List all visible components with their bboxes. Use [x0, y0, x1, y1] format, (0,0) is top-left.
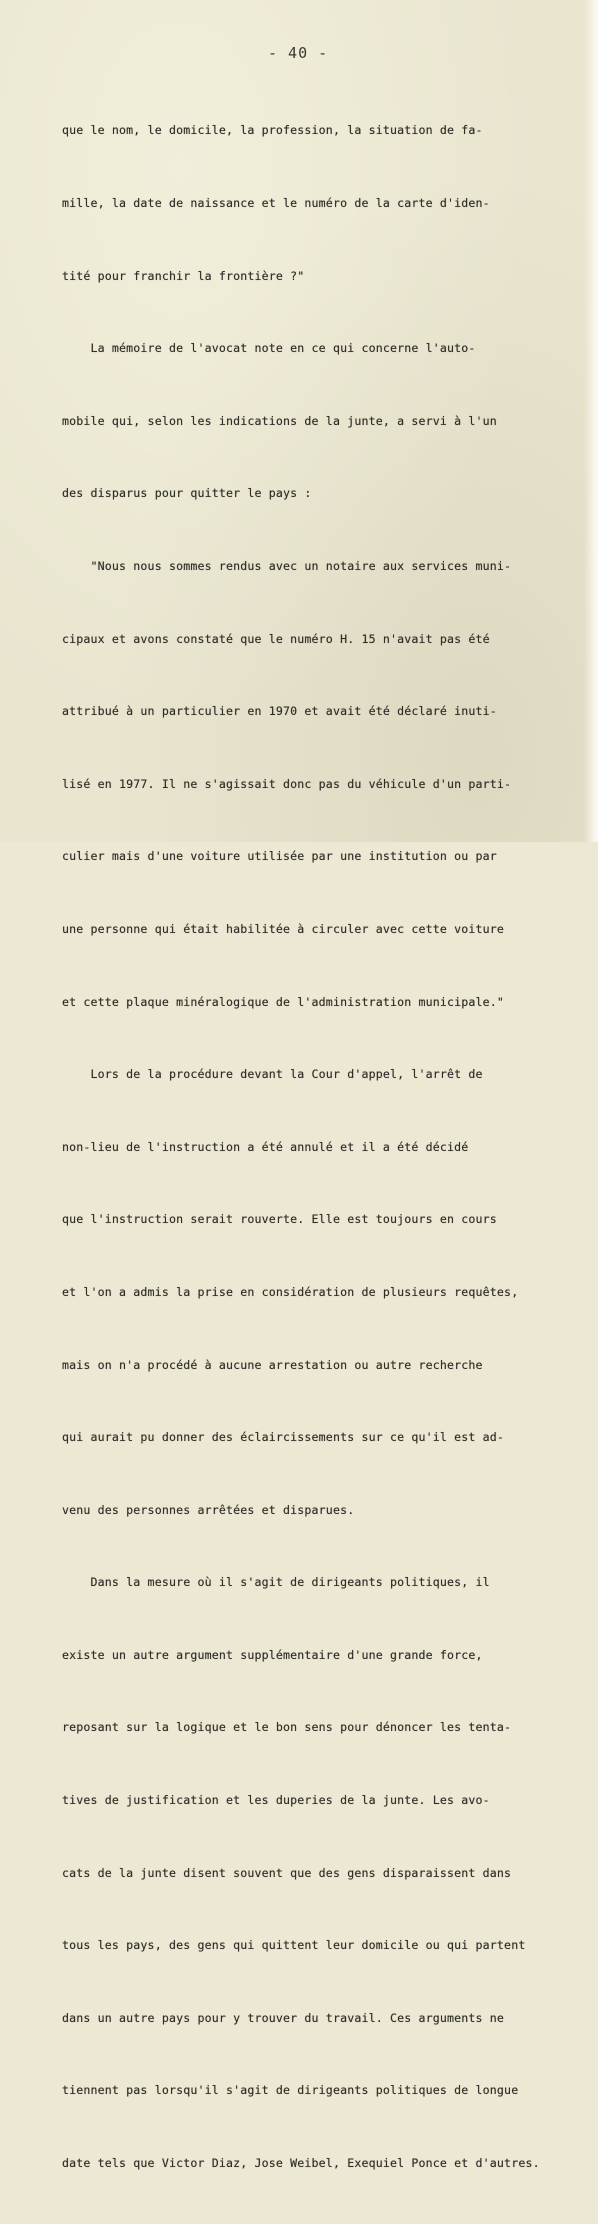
text-line: que le nom, le domicile, la profession, la situation de fa-	[62, 123, 483, 138]
text-line: et cette plaque minéralogique de l'administration municipale."	[62, 994, 505, 1009]
text-line: mais on n'a procédé à aucune arrestation ou autre recherche	[62, 1357, 483, 1372]
text-line: Lors de la procédure devant la Cour d'appel, l'arrêt de	[62, 1067, 483, 1082]
text-line: culier mais d'une voiture utilisée par une institution ou par	[62, 849, 497, 864]
text-line: Dans la mesure où il s'agit de dirigeants politiques, il	[62, 1575, 490, 1590]
text-line: "Nous nous sommes rendus avec un notaire aux services muni-	[62, 558, 512, 573]
text-line: une personne qui était habilitée à circuler avec cette voiture	[62, 921, 505, 936]
text-line: mobile qui, selon les indications de la junte, a servi à l'un	[62, 413, 497, 428]
text-line: existe un autre argument supplémentaire d'une grande force,	[62, 1647, 483, 1662]
text-line: attribué à un particulier en 1970 et avait été déclaré inuti-	[62, 704, 497, 719]
text-line: reposant sur la logique et le bon sens pour dénoncer les tenta-	[62, 1720, 512, 1735]
text-line: venu des personnes arrêtées et disparues.	[62, 1502, 355, 1517]
page-edge	[584, 0, 598, 842]
text-line: dans un autre pays pour y trouver du travail. Ces arguments ne	[62, 2010, 505, 2025]
text-line: mille, la date de naissance et le numéro de la carte d'iden-	[62, 196, 490, 210]
text-line: tous les pays, des gens qui quittent leur domicile ou qui partent	[62, 1938, 526, 1953]
text-line: cipaux et avons constaté que le numéro H. 15 n'avait pas été	[62, 631, 490, 646]
text-line: non-lieu de l'instruction a été annulé et il a été décidé	[62, 1139, 469, 1154]
text-line: tiennent pas lorsqu'il s'agit de dirigeants politiques de longue	[62, 2083, 519, 2098]
page-number: - 40 -	[268, 44, 329, 62]
text-line: et l'on a admis la prise en considération de plusieurs requêtes,	[62, 1284, 519, 1299]
text-line: des disparus pour quitter le pays :	[62, 486, 312, 501]
text-line: cats de la junte disent souvent que des gens disparaissent dans	[62, 1865, 512, 1880]
text-line: tité pour franchir la frontière ?"	[62, 268, 305, 283]
text-line: lisé en 1977. Il ne s'agissait donc pas du véhicule d'un parti-	[62, 776, 512, 791]
text-line: tives de justification et les duperies de la junte. Les avo-	[62, 1793, 490, 1808]
text-line: La mémoire de l'avocat note en ce qui concerne l'auto-	[62, 341, 476, 356]
text-line: date tels que Victor Diaz, Jose Weibel, Exequiel Ponce et d'autres.	[62, 2156, 540, 2171]
body-text	[62, 70, 552, 2224]
text-line: qui aurait pu donner des éclaircissements sur ce qu'il est ad-	[62, 1430, 505, 1445]
text-line: que l'instruction serait rouverte. Elle est toujours en cours	[62, 1212, 497, 1227]
